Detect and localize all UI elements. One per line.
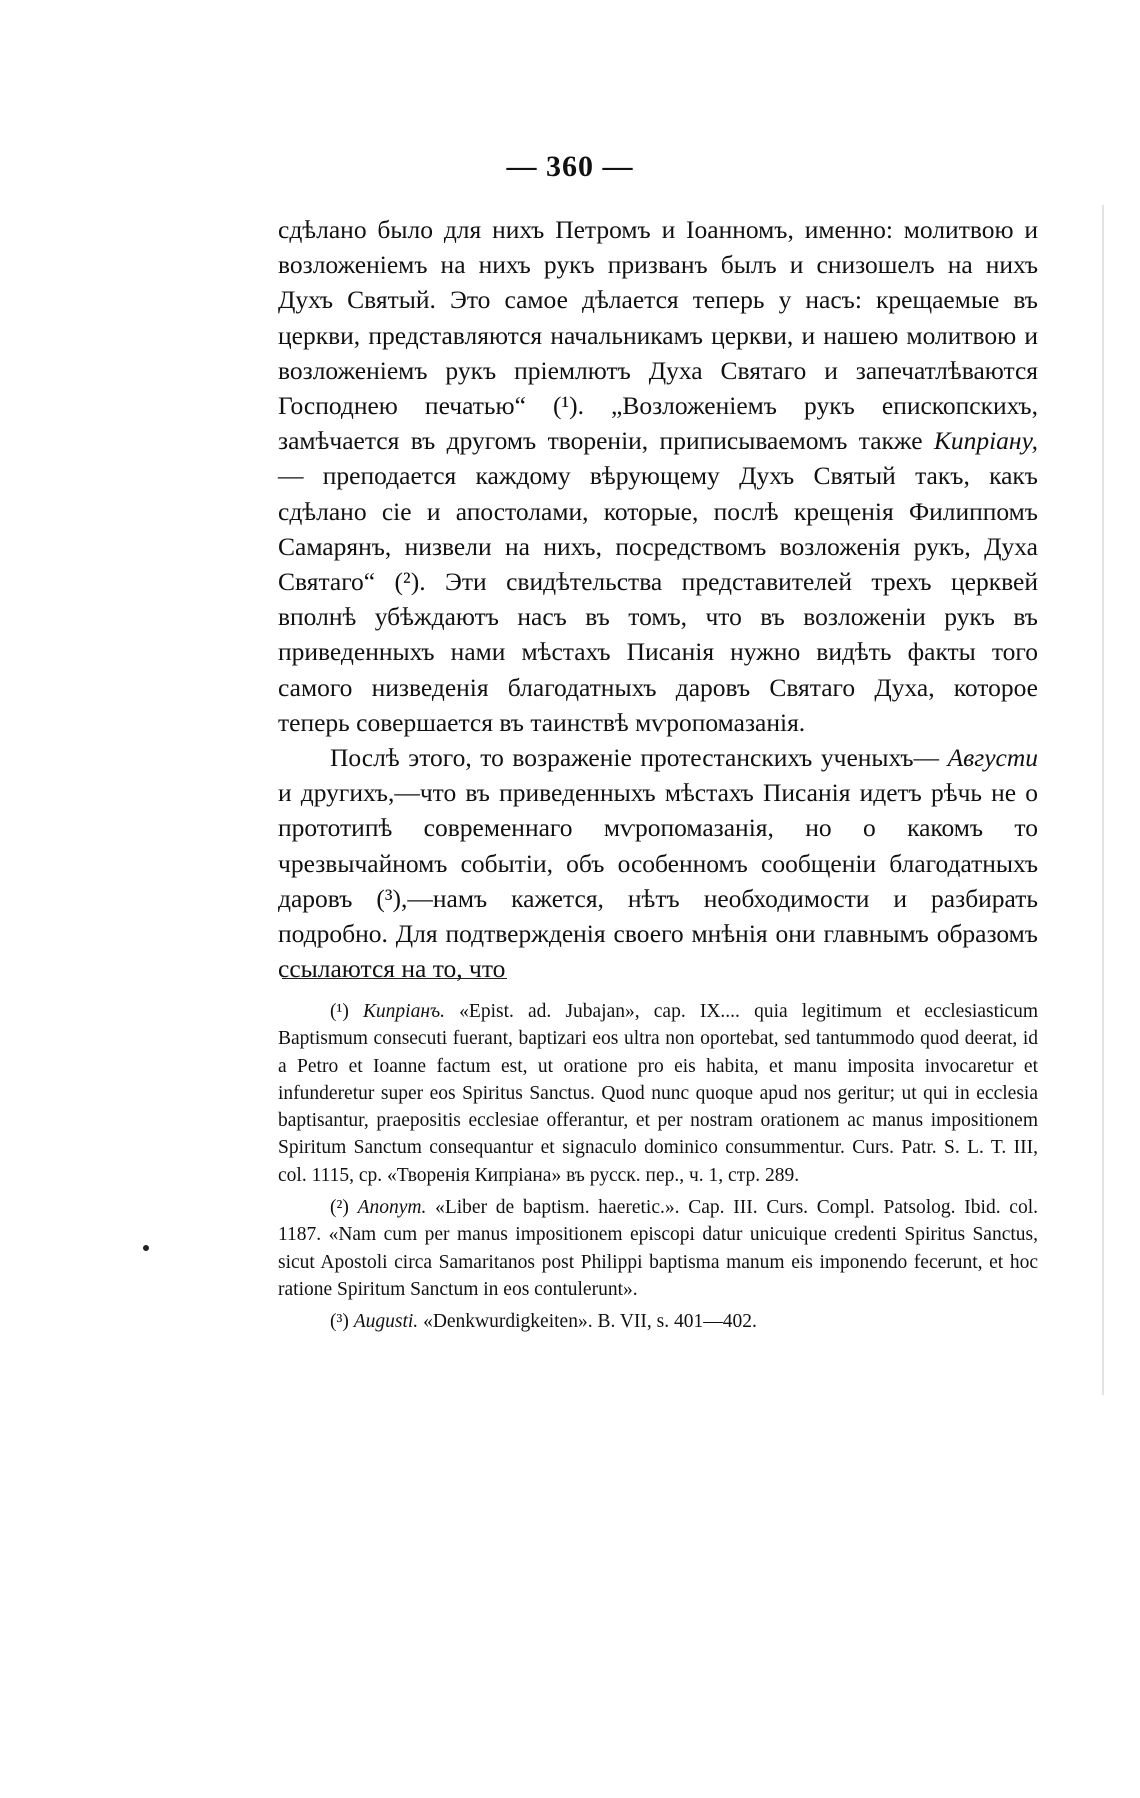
text-run: «Denkwurdigkeiten». B. VII, s. 401—402. bbox=[418, 1311, 757, 1333]
page-number: — 360 — bbox=[506, 150, 634, 183]
footnote-separator bbox=[282, 978, 507, 979]
text-run: Послѣ этого, то возраженіе протестанскихъ ученыхъ— bbox=[330, 743, 948, 773]
body-paragraph bbox=[278, 740, 1038, 986]
text-run: — преподается каждому вѣрующему Духъ Святый такъ, какъ сдѣлано сіе и апостолами, которые, послѣ крещенія Филиппомъ Самарянъ, низвели на нихъ, посредствомъ возложенія рукъ, Духа Святаго“ (²). Эти свидѣтельства представителей трехъ церквей вполнѣ убѣждаютъ насъ въ томъ, что въ возложеніи рукъ въ приведенныхъ нами мѣстахъ Писанія нужно видѣть факты того самого низведенія благодатныхъ даровъ Святаго Духа, которое теперь совершается въ таинствѣ мѵропомазанія. bbox=[278, 461, 1038, 737]
margin-dot bbox=[143, 1245, 149, 1251]
footnote bbox=[278, 1308, 1038, 1335]
footnote bbox=[278, 998, 1038, 1189]
footnote-marker: (²) bbox=[330, 1197, 358, 1219]
text-run: сдѣлано было для нихъ Петромъ и Іоанномъ, именно: молитвою и возложеніемъ на нихъ рукъ призванъ былъ и снизошелъ на нихъ Духъ Святый. Это самое дѣлается теперь у насъ: крещаемые въ церкви, представляются начальникамъ церкви, и нашею молитвою и возложеніемъ рукъ пріемлютъ Духа Святаго и запечатлѣваются Господнею печатью“ (¹). „Возложеніемъ рукъ епископскихъ, замѣчается въ другомъ твореніи, приписываемомъ также bbox=[278, 215, 1038, 456]
italic-name: Anonym. bbox=[357, 1197, 427, 1219]
body-paragraph bbox=[278, 212, 1038, 740]
italic-name: Августи bbox=[947, 743, 1038, 773]
main-text bbox=[278, 212, 1038, 986]
text-run: и другихъ,—что въ приведенныхъ мѣстахъ Писанія идетъ рѣчь не о прототипѣ современнаго мѵропомазанія, но о какомъ то чрезвычайномъ событіи, объ особенномъ сообщеніи благодатныхъ даровъ (³),—намъ кажется, нѣтъ необходимости и разбирать подробно. Для подтвержденія своего мнѣнія они главнымъ образомъ ссылаются на то, что bbox=[278, 778, 1038, 984]
page-edge-shadow bbox=[1102, 205, 1104, 1395]
italic-name: Кипріанъ. bbox=[362, 1001, 446, 1022]
italic-name: Кипріану, bbox=[933, 426, 1038, 456]
text-run: «Epist. ad. Jubajan», cap. IX.... quia legitimum et ecclesiasticum Baptismum consecuti fuerant, baptizari eos ultra non oportebat, sed tantummodo quod deerat, id a Petro et Ioanne factum est, ut oratione pro eis habita, et manu imposita invocaretur et infunderetur super eos Spiritus Sanctus. Quod nunc quoque apud nos geritur; ut qui in ecclesia baptisantur, praepositis ecclesiae offerantur, et per nostram orationem ac manus impositionem Spiritum Sanctum consequantur et signaculo dominico consummentur. Curs. Patr. S. L. T. III, col. 1115, ср. «Творенія Кипріана» въ русск. пер., ч. 1, стр. 289. bbox=[278, 1001, 1038, 1186]
text-run: «Liber de baptism. haeretic.». Cap. III. Curs. Compl. Patsolog. Ibid. col. 1187. «Nam cum per manus impositionem episcopi datur unicuique credenti Spiritus Sanctus, sicut Apostoli circa Samaritanos post Philippi baptisma manum eis imponendo fecerunt, et hoc ratione Spiritum Sanctum in eos contulerunt». bbox=[278, 1197, 1038, 1300]
footnote-marker: (³) bbox=[330, 1311, 354, 1333]
footnote bbox=[278, 1194, 1038, 1303]
footnotes bbox=[278, 998, 1038, 1341]
italic-name: Augusti. bbox=[353, 1311, 419, 1333]
footnote-marker: (¹) bbox=[330, 1001, 363, 1022]
